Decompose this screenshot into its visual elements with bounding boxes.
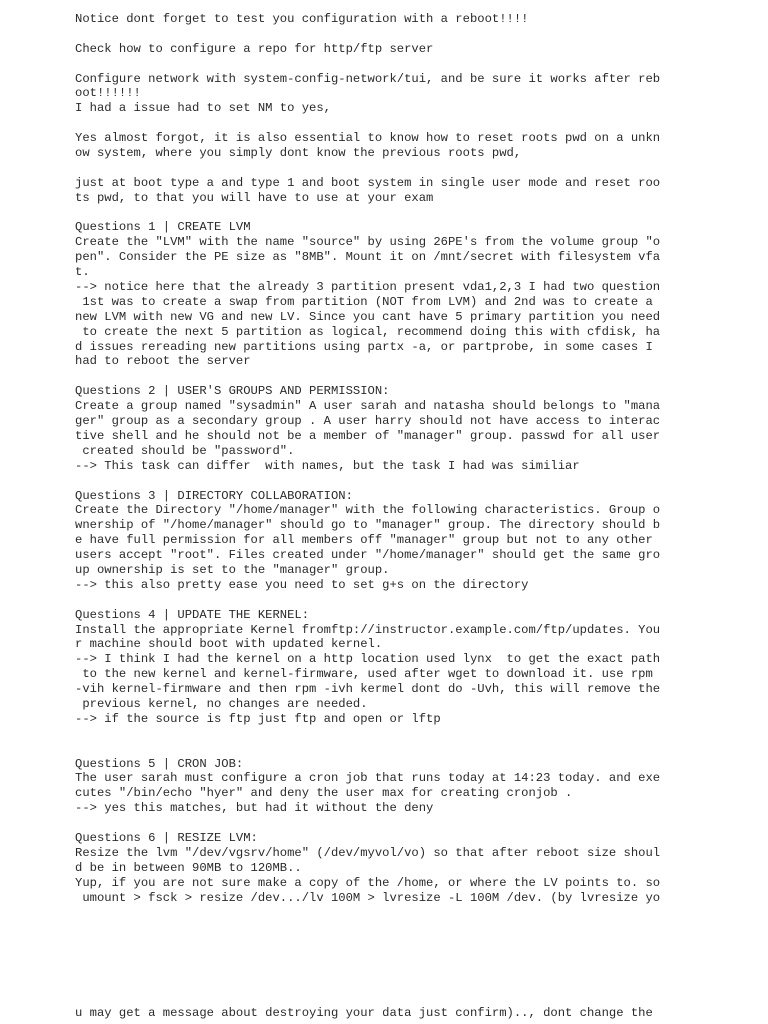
text-line xyxy=(75,369,755,384)
text-line: to create the next 5 partition as logical, recommend doing this with cfdisk, ha xyxy=(75,324,661,339)
text-line: e have full permission for all members off "manager" group but not to any other xyxy=(75,533,653,548)
text-line: had to reboot the server xyxy=(75,354,251,369)
text-line: d be in between 90MB to 120MB.. xyxy=(75,860,302,875)
text-line: tive shell and he should not be a member of "manager" group. passwd for all user xyxy=(75,428,661,443)
text-line: d issues rereading new partitions using partx -a, or partprobe, in some cases I xyxy=(75,339,653,354)
text-line: up ownership is set to the "manager" group. xyxy=(75,562,390,577)
text-line: Install the appropriate Kernel fromftp://instructor.example.com/ftp/updates. You xyxy=(75,622,661,637)
text-line: pen". Consider the PE size as "8MB". Mount it on /mnt/secret with filesystem vfa xyxy=(75,250,661,265)
text-line: to the new kernel and kernel-firmware, used after wget to download it. use rpm xyxy=(75,667,653,682)
text-line: Resize the lvm "/dev/vgsrv/home" (/dev/myvol/vo) so that after reboot size shoul xyxy=(75,845,661,860)
text-line: --> notice here that the already 3 partition present vda1,2,3 I had two question xyxy=(75,280,661,295)
text-line: Check how to configure a repo for http/ftp server xyxy=(75,41,434,56)
text-line: --> I think I had the kernel on a http location used lynx to get the exact path xyxy=(75,652,661,667)
text-line: created should be "password". xyxy=(75,443,295,458)
text-line: --> this also pretty ease you need to set g+s on the directory xyxy=(75,577,529,592)
text-line: just at boot type a and type 1 and boot system in single user mode and reset roo xyxy=(75,175,661,190)
text-line: Configure network with system-config-network/tui, and be sure it works after reb xyxy=(75,71,661,86)
text-line: new LVM with new VG and new LV. Since you cant have 5 primary partition you need xyxy=(75,309,661,324)
text-line: r machine should boot with updated kernel. xyxy=(75,637,383,652)
text-line xyxy=(75,727,755,742)
text-line xyxy=(75,816,755,831)
text-line: t. xyxy=(75,265,90,280)
text-line: Create the Directory "/home/manager" with the following characteristics. Group o xyxy=(75,503,661,518)
text-line xyxy=(75,57,755,72)
document-body xyxy=(75,12,755,905)
text-line xyxy=(75,116,755,131)
text-line xyxy=(75,206,755,221)
text-line: --> yes this matches, but had it without the deny xyxy=(75,801,434,816)
text-line xyxy=(75,161,755,176)
text-line xyxy=(75,27,755,42)
text-line: Notice dont forget to test you configuration with a reboot!!!! xyxy=(75,12,529,26)
text-line: Questions 2 | USER'S GROUPS AND PERMISSION: xyxy=(75,384,390,399)
text-line: Questions 6 | RESIZE LVM: xyxy=(75,830,258,845)
text-line: -vih kernel-firmware and then rpm -ivh kermel dont do -Uvh, this will remove the xyxy=(75,682,661,697)
text-line: oot!!!!!! xyxy=(75,86,141,101)
text-line: --> if the source is ftp just ftp and open or lftp xyxy=(75,711,441,726)
text-line: wnership of "/home/manager" should go to "manager" group. The directory should b xyxy=(75,518,661,533)
text-line: u may get a message about destroying your data just confirm).., dont change the xyxy=(75,1006,653,1020)
text-line: Yup, if you are not sure make a copy of the /home, or where the LV points to. so xyxy=(75,875,661,890)
text-line: The user sarah must configure a cron job that runs today at 14:23 today. and exe xyxy=(75,771,661,786)
text-line: cutes "/bin/echo "hyer" and deny the user max for creating cronjob . xyxy=(75,786,573,801)
text-line: ger" group as a secondary group . A user harry should not have access to interac xyxy=(75,414,661,429)
text-line xyxy=(75,474,755,489)
text-line: Create the "LVM" with the name "source" by using 26PE's from the volume group "o xyxy=(75,235,661,250)
text-line: --> This task can differ with names, but the task I had was similiar xyxy=(75,458,580,473)
text-line: Questions 3 | DIRECTORY COLLABORATION: xyxy=(75,488,353,503)
text-line: users accept "root". Files created under "/home/manager" should get the same gro xyxy=(75,548,661,563)
text-line: ow system, where you simply dont know the previous roots pwd, xyxy=(75,146,522,161)
text-line: Questions 4 | UPDATE THE KERNEL: xyxy=(75,607,310,622)
text-line: Yes almost forgot, it is also essential to know how to reset roots pwd on a unkn xyxy=(75,131,661,146)
text-line: ts pwd, to that you will have to use at your exam xyxy=(75,190,434,205)
text-line: Questions 1 | CREATE LVM xyxy=(75,220,251,235)
text-line xyxy=(75,742,755,757)
text-line: Questions 5 | CRON JOB: xyxy=(75,756,244,771)
text-line: Create a group named "sysadmin" A user sarah and natasha should belongs to "mana xyxy=(75,399,661,414)
text-line xyxy=(75,593,755,608)
text-line: umount > fsck > resize /dev.../lv 100M > lvresize -L 100M /dev. (by lvresize yo xyxy=(75,890,661,905)
text-line: previous kernel, no changes are needed. xyxy=(75,696,368,711)
text-line: 1st was to create a swap from partition (NOT from LVM) and 2nd was to create a xyxy=(75,294,653,309)
document-continuation xyxy=(75,1006,755,1021)
text-line: I had a issue had to set NM to yes, xyxy=(75,101,331,116)
